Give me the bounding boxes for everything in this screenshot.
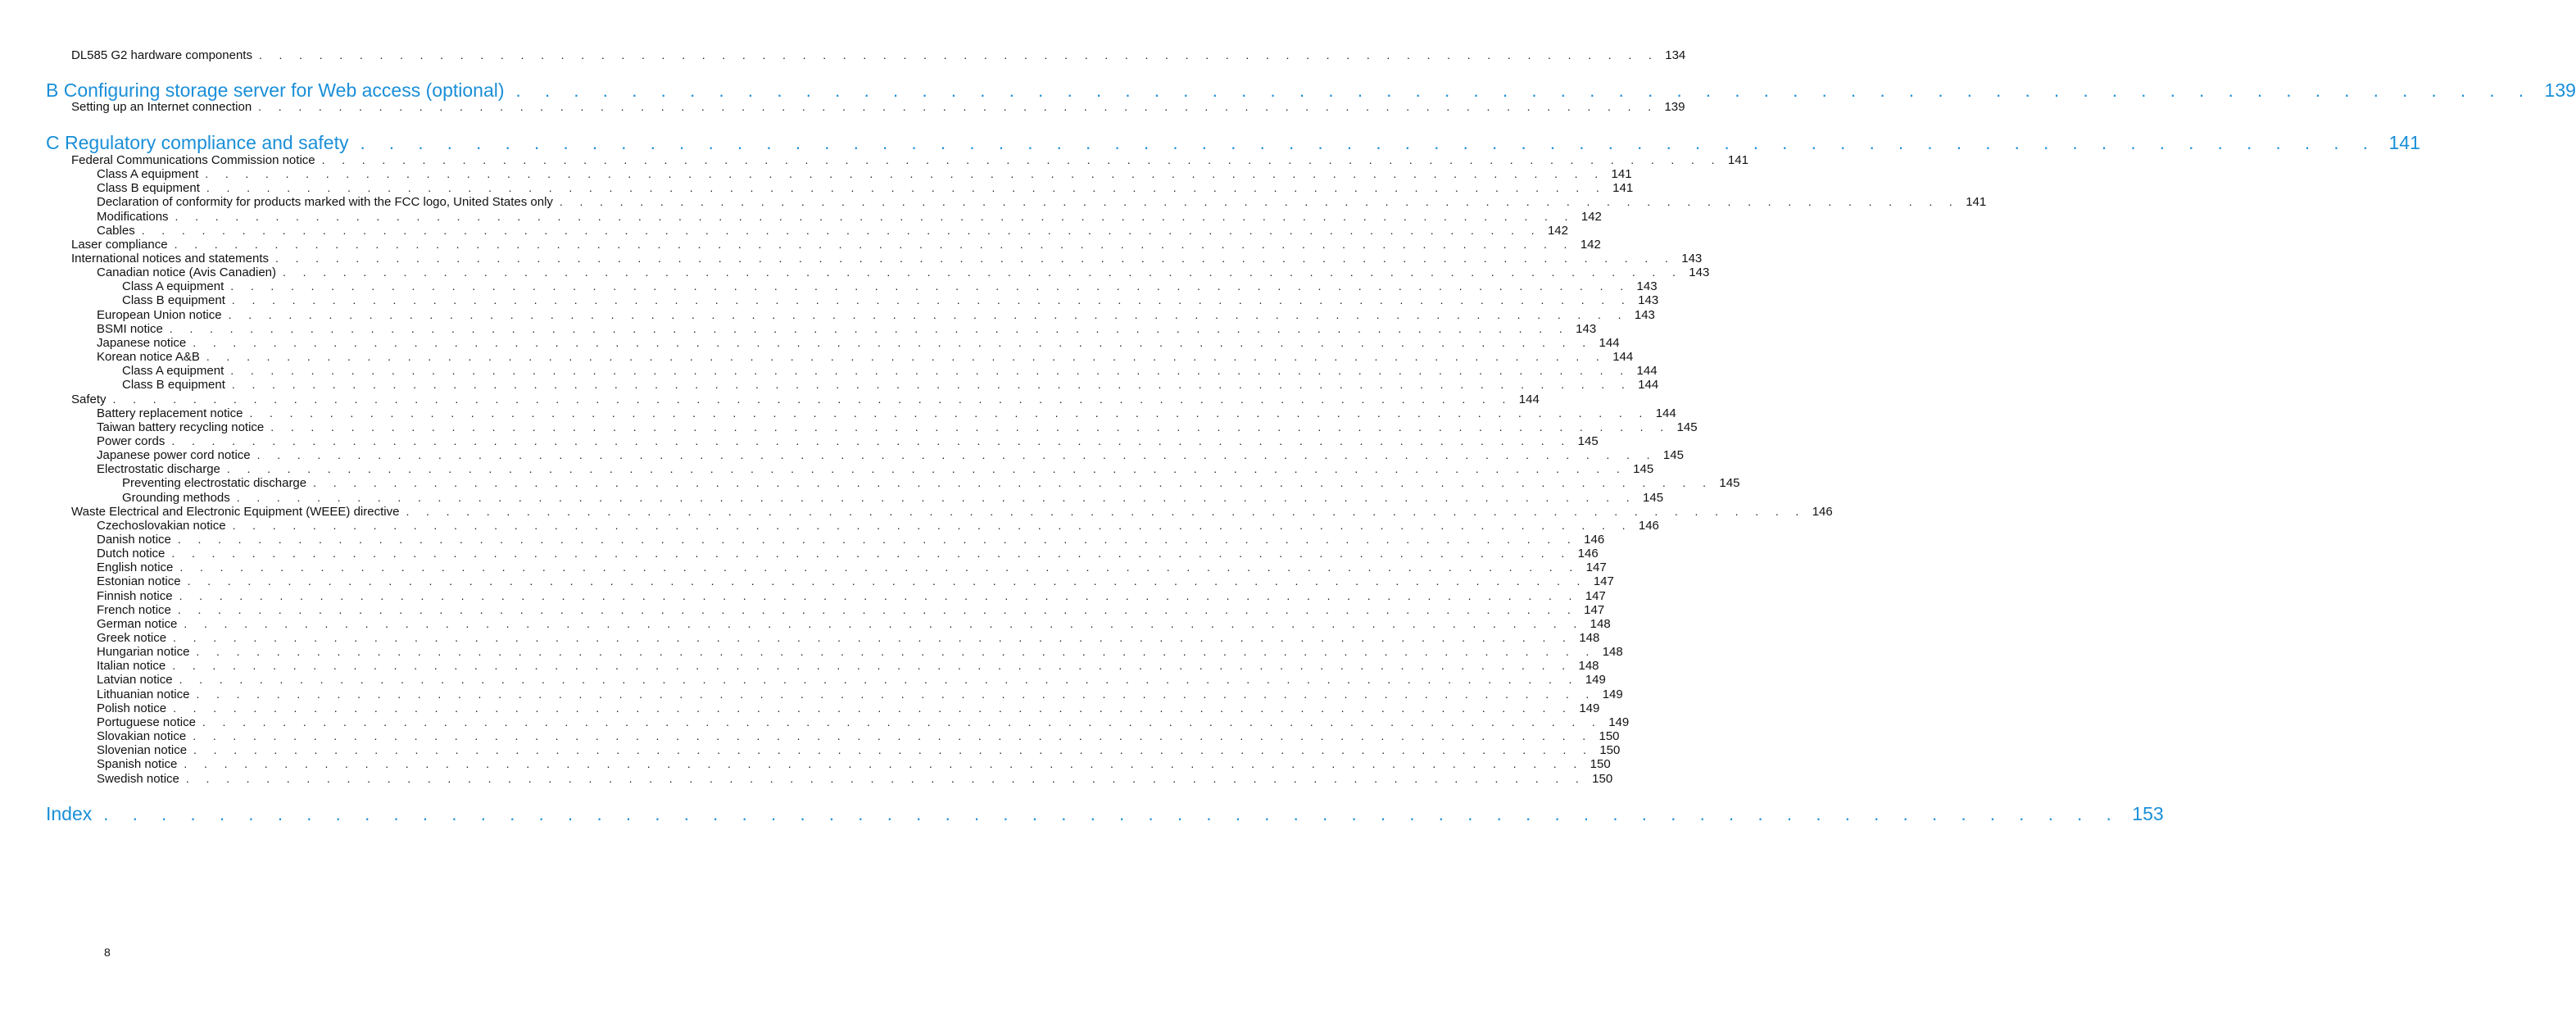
dot-leader: . . . . . . . . . . . . . . . . . . . . . . . . . . . . . . . . . . . . . . . . . . . . . . . . . . . . . . . . . . . . . . . . . . . . . . <box>179 560 1580 574</box>
dot-leader: . . . . . . . . . . . . . . . . . . . . . . . . . . . . . . . . . . . . . . . . . . . . . . . . . . . . . . . . . . . . . . . . . . . . . . <box>179 589 1579 602</box>
toc-entry-title: Class A equipment <box>122 364 224 378</box>
toc-entry-page: 150 <box>1599 729 1620 743</box>
toc-entry[interactable] <box>97 743 1621 757</box>
toc-entry-title: Class A equipment <box>97 167 199 181</box>
toc-entry-page: 141 <box>1611 167 1632 181</box>
toc-entry-page: 145 <box>1577 434 1599 448</box>
dot-leader: . . . . . . . . . . . . . . . . . . . . . . . . . . . . . . . . . . . . . . . . . . . . . . . . . . . . . . . . . . . . . . . . . . . . . . <box>206 350 1607 363</box>
dot-leader: . . . . . . . . . . . . . . . . . . . . . . . . . . . . . . . . . . . . . . . . . . . . . . . . . . . . . . . . . . . . . . . . . . . . . . <box>205 167 1605 180</box>
dot-leader: . . . . . . . . . . . . . . . . . . . . . . . . . . . . . . . . . . . . . . . . . . . . . . . . . . . . . . . . . . . . . . . . . . . . . . <box>249 406 1649 420</box>
toc-entry[interactable] <box>71 505 1833 519</box>
toc-entry-title: International notices and statements <box>71 252 269 265</box>
toc-entry-page: 147 <box>1585 560 1607 574</box>
dot-leader: . . . . . . . . . . . . . . . . . . . . . . . . . . . . . . . . . . . . . . . . . . . . . . . . . . . . . . . . . . . . . . . . . . . . . . <box>112 393 1512 406</box>
toc-entry-page: 146 <box>1638 519 1659 533</box>
toc-entry-page: 149 <box>1579 701 1600 715</box>
toc-entry-page: 143 <box>1638 293 1659 307</box>
toc-entry[interactable] <box>97 673 1606 687</box>
toc-entry-page: 134 <box>1665 48 1686 62</box>
toc-entry[interactable] <box>122 279 1658 293</box>
toc-entry-page: 144 <box>1636 364 1658 378</box>
dot-leader: . . . . . . . . . . . . . . . . . . . . . . . . . . . . . . . . . . . . . . . . . . . . . . . . . . . . . . . . . . . . . . . . . . . . . . <box>169 322 1570 335</box>
toc-entry[interactable] <box>71 393 1540 406</box>
toc-entry-title: Setting up an Internet connection <box>71 100 252 114</box>
toc-entry[interactable] <box>97 224 1568 238</box>
toc-entry-title: Greek notice <box>97 631 167 645</box>
toc-entry[interactable] <box>71 100 1685 114</box>
toc-entry-title: Waste Electrical and Electronic Equipment (WEEE) directive <box>71 505 400 519</box>
toc-entry-title: C Regulatory compliance and safety <box>46 132 349 153</box>
toc-entry-page: 144 <box>1518 393 1540 406</box>
toc-entry-page: 148 <box>1602 645 1623 659</box>
toc-entry-page: 150 <box>1599 743 1621 757</box>
toc-entry-title: Power cords <box>97 434 166 448</box>
dot-leader: . . . . . . . . . . . . . . . . . . . . . . . . . . . . . . . . . . . . . . . . . . . . . . . . . . . . . . . . . . . . . . . . . . . . . . <box>185 772 1586 785</box>
toc-entry-page: 146 <box>1812 505 1833 519</box>
toc-entry-page: 145 <box>1643 491 1664 505</box>
toc-entry[interactable] <box>122 364 1658 378</box>
toc-entry[interactable] <box>97 406 1676 420</box>
toc-entry[interactable] <box>97 350 1634 364</box>
toc-entry[interactable] <box>97 210 1602 224</box>
toc-entry-title: Preventing electrostatic discharge <box>122 476 307 490</box>
toc-entry[interactable] <box>97 420 1698 434</box>
dot-leader: . . . . . . . . . . . . . . . . . . . . . . . . . . . . . . . . . . . . . . . . . . . . . . . . . . . . . . . . . . . . . . . . . . . . . . <box>175 210 1575 223</box>
toc-entry-title: Slovakian notice <box>97 729 187 743</box>
dot-leader: . . . . . . . . . . . . . . . . . . . . . . . . . . . . . . . . . . . . . . . . . . . . . . . . . . . . . . . . . . . . . . . . . . . . . . <box>177 603 1578 616</box>
toc-entry[interactable] <box>97 631 1600 645</box>
toc-entry-page: 139 <box>2544 79 2576 101</box>
toc-entry-title: Class B equipment <box>122 378 225 392</box>
toc-entry-title: Canadian notice (Avis Canadien) <box>97 265 277 279</box>
dot-leader: . . . . . . . . . . . . . . . . . . . . . . . . . . . . . . . . . . . . . . . . . . . . . . . . . . . . . . . . . . . . . . . . . . . . . . <box>173 631 1573 644</box>
dot-leader: . . . . . . . . . . . . . . . . . . . . . . . . . . . . . . . . . . . . . . . . . . . . . . . . . . . . . . . . . . . . . . . . . . . . . . <box>258 48 1659 61</box>
dot-leader: . . . . . . . . . . . . . . . . . . . . . . . . . . . . . . . . . . . . . . . . . . . . . . . . . . . . . . . . . . . . . . . . . . . . . . <box>228 308 1628 321</box>
toc-entry-title: Slovenian notice <box>97 743 188 757</box>
toc-entry[interactable] <box>97 547 1599 560</box>
toc-entry[interactable] <box>122 293 1659 307</box>
toc-entry-page: 141 <box>2388 132 2420 153</box>
toc-entry-title: Italian notice <box>97 659 166 673</box>
toc-entry[interactable] <box>97 589 1606 603</box>
dot-leader: . . . . . . . . . . . . . . . . . . . . . . . . . . . . . . . . . . . . . . . . . . . . . . . . . . . . . . . . . . . . . . . . . . . . . . <box>184 617 1584 630</box>
dot-leader: . . . . . . . . . . . . . . . . . . . . . . . . . . . . . . . . . . . . . . . . . . . . . . . . . . . . . . . . . . . . . . . . . . . . . . <box>177 533 1578 546</box>
toc-entry-title: Hungarian notice <box>97 645 190 659</box>
toc-entry-page: 148 <box>1579 631 1600 645</box>
toc-entry[interactable] <box>71 48 1686 62</box>
toc-entry-page: 144 <box>1599 336 1620 350</box>
toc-entry-page: 143 <box>1576 322 1597 336</box>
toc-entry-title: DL585 G2 hardware components <box>71 48 252 62</box>
dot-leader: . . . . . . . . . . . . . . . . . . . . . . . . . . . . . . . . . . . . . . . . . . . . . . . . . . . . . . . . . . . . . . . . . . . . . . <box>196 688 1596 701</box>
toc-entry-title: BSMI notice <box>97 322 163 336</box>
toc-entry-page: 148 <box>1590 617 1611 631</box>
toc-entry-title: Czechoslovakian notice <box>97 519 226 533</box>
dot-leader: . . . . . . . . . . . . . . . . . . . . . . . . . . . . . . . . . . . . . . . . . . . . . . . . . . . . . . . . . . . . . . . . . . . . . . <box>174 238 1574 251</box>
dot-leader: . . . . . . . . . . . . . . . . . . . . . . . . . . . . . . . . . . . . . . . . . . . . . . . . . . . . . . . . . . . . . . . . . . . . . . <box>231 293 1632 306</box>
toc-entry-page: 141 <box>1727 153 1748 167</box>
dot-leader: . . . . . . . . . . . . . . . . . . . . . . . . . . . . . . . . . . . . . . . . . . . . . . . . . . . . . . . . . . . . . . . . . . . . . . <box>184 757 1584 770</box>
page-number: 8 <box>104 946 111 959</box>
toc-entry-page: 143 <box>1681 252 1703 265</box>
toc-entry[interactable] <box>97 336 1620 350</box>
toc-entry-page: 144 <box>1655 406 1676 420</box>
toc-entry-page: 145 <box>1633 462 1654 476</box>
dot-leader: . . . . . . . . . . . . . . . . . . . . . . . . . . . . . . . . . . . . . . . . . . . . . . . . . . . . . . . . . . . . . . . . . . . . . . <box>171 434 1571 447</box>
toc-entry-page: 142 <box>1580 238 1601 252</box>
toc-entry-title: Class B equipment <box>97 181 200 195</box>
toc-entry-title: Class B equipment <box>122 293 225 307</box>
toc-entry-title: Modifications <box>97 210 169 224</box>
toc-entry-page: 141 <box>1612 181 1634 195</box>
dot-leader: . . . . . . . . . . . . . . . . . . . . . . . . . . . . . . . . . . . . . . . . . . . . . . . . . . . . . . . . . . . . . . . . . . . . . . <box>274 252 1676 265</box>
dot-leader: . . . . . . . . . . . . . . . . . . . . . . . . . . . . . . . . . . . . . . . . . . . . . . . . . . . . . . . . . . . . . . . . . . . . . . <box>231 378 1632 391</box>
toc-entry-page: 142 <box>1547 224 1568 238</box>
toc-entry-page: 143 <box>1689 265 1710 279</box>
dot-leader: . . . . . . . . . . . . . . . . . . . . . . . . . . . . . . . . . . . . . . . . . . . . . . . . . . . . . . . . . . . . . . . . . . . . . . <box>141 224 1541 237</box>
dot-leader: . . . . . . . . . . . . . . . . . . . . . . . . . . . . . . . . . . . . . . . . . . . . . . . . . . . . . . . . . . . . . . . . . . . . . . <box>559 195 1960 208</box>
toc-entry[interactable] <box>122 491 1664 505</box>
toc-entry-page: 147 <box>1593 574 1614 588</box>
dot-leader: . . . . . . . . . . . . . . . . . . . . . . . . . . . . . . . . . . . . . . . . . . . . . . . . . . . . . . . . . . . . . . . . . . . . . . <box>321 153 1721 166</box>
toc-entry-title: Taiwan battery recycling notice <box>97 420 265 434</box>
toc-entry-page: 143 <box>1634 308 1655 322</box>
toc-entry-title: Estonian notice <box>97 574 181 588</box>
toc-entry[interactable] <box>71 252 1703 265</box>
dot-leader: . . . . . . . . . . . . . . . . . . . . . . . . . . . . . . . . . . . . . . . . . . . . . . . . . . . . . . . . . . . . . . . . . . . . . . <box>256 448 1657 461</box>
dot-leader: . . . . . . . . . . . . . . . . . . . . . . . . . . . . . . . . . . . . . . . . . . . . . . . . . . . . . . . . . . . . . . . . . . . . . . <box>230 279 1630 293</box>
toc-entry-title: Safety <box>71 393 107 406</box>
toc-entry-title: Portuguese notice <box>97 715 196 729</box>
toc-entry-title: B Configuring storage server for Web access (optional) <box>46 79 505 101</box>
toc-entry-title: European Union notice <box>97 308 222 322</box>
dot-leader: . . . . . . . . . . . . . . . . . . . . . . . . . . . . . . . . . . . . . . . . . . . . . . . . . . . . . . . . . . . . . . . . . . . . . . <box>270 420 1671 433</box>
toc-entry[interactable] <box>97 715 1630 729</box>
toc-entry-title: Polish notice <box>97 701 167 715</box>
dot-leader: . . . . . . . . . . . . . . . . . . . . . . . . . . . . . . . . . . . . . . . . . . . . . . . . . . . . . . . . . . . . . . . . . . . . . . <box>193 336 1593 349</box>
dot-leader: . . . . . . . . . . . . . . . . . . . . . . . . . . . . . . . . . . . . . . . . . . . . . . . . . . . . . . . . . . . . . . . . . . . . . . <box>202 715 1603 728</box>
dot-leader: . . . . . . . . . . . . . . . . . . . . . . . . . . . . . . . . . . . . . . . . . . . . . . . . . . . . . . . . . . . . . . . . . . . . . . <box>206 181 1607 194</box>
toc-entry[interactable] <box>97 322 1597 336</box>
toc-entry-page: 144 <box>1638 378 1659 392</box>
toc-entry-page: 150 <box>1592 772 1613 786</box>
toc-entry[interactable] <box>97 519 1659 533</box>
dot-leader: . . . . . . . . . . . . . . . . . . . . . . . . . . . . . . . . . . . . . . . . . . . . . . . . . . . . . . . . . . . . . . . . . . . . . . <box>236 491 1637 504</box>
toc-entry-page: 153 <box>2132 803 2164 824</box>
toc-entry-page: 145 <box>1676 420 1698 434</box>
dot-leader: . . . . . . . . . . . . . . . . . . . . . . . . . . . . . . . . . . . . . . . . . . . . . . . . . . . . . . . . . . . . . . . . . . . . . . <box>171 547 1571 560</box>
toc-entry-title: Grounding methods <box>122 491 230 505</box>
dot-leader: . . . . . . . . . . . . . . . . . . . . . . . . . . . . . . . . . . . . . . . . . . . . . . . . . . . . . . . . . . . . . . . . . . . . . . <box>226 462 1627 475</box>
toc-entry-title: English notice <box>97 560 174 574</box>
toc-entry[interactable] <box>71 238 1601 252</box>
toc-entry-page: 139 <box>1664 100 1685 114</box>
toc-entry-title: Cables <box>97 224 135 238</box>
toc-entry-page: 149 <box>1602 688 1623 701</box>
toc-entry-title: Class A equipment <box>122 279 224 293</box>
toc-entry[interactable] <box>97 448 1684 462</box>
toc-entry-title: German notice <box>97 617 178 631</box>
toc-entry-page: 147 <box>1584 603 1605 617</box>
dot-leader: . . . . . . . . . . . . . . . . . . . . . . . . . . . . . . . . . . . . . . . . . . . . . . . . . . . . . . . . . . . . . . . . . . . . . . <box>193 743 1594 756</box>
toc-chapter-entry[interactable] <box>46 802 2164 825</box>
toc-entry-title: Japanese power cord notice <box>97 448 251 462</box>
dot-leader: . . . . . . . . . . . . . . . . . . . . . . . . . . . . . . . . . . . . . . . . . . . . . . . . . . . . . . . . . . . . . . . . . . . . . . <box>187 574 1587 588</box>
toc-entry-title: Japanese notice <box>97 336 187 350</box>
toc-entry[interactable] <box>97 560 1607 574</box>
dot-leader: . . . . . . . . . . . . . . . . . . . . . . . . . . . . . . . . . . . . . . . . . . . . . . . . . . . . . . . . . . . . . . . . . . . . . . <box>258 100 1658 113</box>
toc-entry-title: Spanish notice <box>97 757 178 771</box>
toc-entry[interactable] <box>97 688 1623 701</box>
toc-entry-page: 142 <box>1581 210 1602 224</box>
toc-entry[interactable] <box>97 617 1611 631</box>
toc-entry[interactable] <box>97 181 1634 195</box>
toc-chapter-entry[interactable] <box>46 131 2420 154</box>
toc-entry-title: Latvian notice <box>97 673 173 687</box>
toc-entry-title: Battery replacement notice <box>97 406 243 420</box>
dot-leader: . . . . . . . . . . . . . . . . . . . . . . . . . . . . . . . . . . . . . . . . . . . . . . . . . . . . . . . . . . . . . . . . . . . . . . <box>193 729 1593 742</box>
toc-entry-page: 143 <box>1636 279 1658 293</box>
toc-entry-title: Index <box>46 803 93 824</box>
toc-entry-title: Laser compliance <box>71 238 168 252</box>
dot-leader: . . . . . . . . . . . . . . . . . . . . . . . . . . . . . . . . . . . . . . . . . . . . . . . . . . . . . . . . . . . . . . . . . . . . . . <box>196 645 1596 658</box>
toc-entry[interactable] <box>97 265 1710 279</box>
toc-entry-title: French notice <box>97 603 171 617</box>
toc-entry[interactable] <box>71 153 1748 167</box>
toc-chapter-entry[interactable] <box>46 79 2576 102</box>
toc-entry[interactable] <box>97 729 1620 743</box>
toc-entry-page: 144 <box>1612 350 1634 364</box>
toc-entry[interactable] <box>97 462 1654 476</box>
toc-entry-title: Federal Communications Commission notice <box>71 153 315 167</box>
toc-entry[interactable] <box>97 603 1605 617</box>
toc-entry-title: Declaration of conformity for products marked with the FCC logo, United States only <box>97 195 553 209</box>
toc-entry-page: 147 <box>1585 589 1606 603</box>
toc-entry-title: Danish notice <box>97 533 171 547</box>
toc-entry-page: 149 <box>1608 715 1630 729</box>
toc-entry-title: Dutch notice <box>97 547 166 560</box>
dot-leader: . . . . . . . . . . . . . . . . . . . . . . . . . . . . . . . . . . . . . . . . . . . . . . . . . . . . . . . . . . . . . . . . . . . . . . <box>515 80 2533 101</box>
toc-entry[interactable] <box>97 645 1623 659</box>
toc-entry[interactable] <box>97 701 1600 715</box>
toc-entry[interactable] <box>97 574 1614 588</box>
toc-entry-title: Korean notice A&B <box>97 350 200 364</box>
dot-leader: . . . . . . . . . . . . . . . . . . . . . . . . . . . . . . . . . . . . . . . . . . . . . . . . . . . . . . . . . . . . . . . . . . . . . . <box>406 505 1806 518</box>
toc-entry-page: 145 <box>1719 476 1740 490</box>
toc-entry-page: 146 <box>1577 547 1599 560</box>
dot-leader: . . . . . . . . . . . . . . . . . . . . . . . . . . . . . . . . . . . . . . . . . . . . . . . . . . . . . . . . . . . . . . . . . . . . . . <box>230 364 1630 377</box>
toc-entry-page: 146 <box>1584 533 1605 547</box>
toc-entry[interactable] <box>97 434 1599 448</box>
toc-entry-page: 148 <box>1578 659 1599 673</box>
toc-entry[interactable] <box>97 757 1611 771</box>
dot-leader: . . . . . . . . . . . . . . . . . . . . . . . . . . . . . . . . . . . . . . . . . . . . . . . . . . . . . . . . . . . . . . . . . . . . . . <box>173 701 1573 715</box>
toc-entry-page: 150 <box>1590 757 1611 771</box>
dot-leader: . . . . . . . . . . . . . . . . . . . . . . . . . . . . . . . . . . . . . . . . . . . . . . . . . . . . . . . . . . . . . . . . . . . . . . <box>360 133 2378 153</box>
toc-entry-title: Lithuanian notice <box>97 688 190 701</box>
toc-entry-page: 149 <box>1585 673 1606 687</box>
toc-entry-title: Swedish notice <box>97 772 179 786</box>
toc-entry[interactable] <box>97 659 1599 673</box>
toc-entry[interactable] <box>97 308 1655 322</box>
toc-entry[interactable] <box>97 533 1605 547</box>
dot-leader: . . . . . . . . . . . . . . . . . . . . . . . . . . . . . . . . . . . . . . . . . . . . . . . . . . . . . . . . . . . . . . . . . . . . . . <box>283 265 1683 279</box>
dot-leader: . . . . . . . . . . . . . . . . . . . . . . . . . . . . . . . . . . . . . . . . . . . . . . . . . . . . . . . . . . . . . . . . . . . . . . <box>232 519 1632 532</box>
toc-entry-page: 145 <box>1662 448 1684 462</box>
toc-entry-page: 141 <box>1966 195 1987 209</box>
dot-leader: . . . . . . . . . . . . . . . . . . . . . . . . . . . . . . . . . . . . . . . . . . . . . . . . . . . . . . . . . . . . . . . . . . . . . . <box>313 476 1713 489</box>
toc-entry[interactable] <box>97 167 1632 181</box>
dot-leader: . . . . . . . . . . . . . . . . . . . . . . . . . . . . . . . . . . . . . . . . . . . . . . . . . . . . . . . . . . . . . . . . . . . . . . <box>172 659 1572 672</box>
toc-entry[interactable] <box>97 195 1987 209</box>
dot-leader: . . . . . . . . . . . . . . . . . . . . . . . . . . . . . . . . . . . . . . . . . . . . . . . . . . . . . . . . . . . . . . . . . . . . . . <box>103 804 2121 824</box>
dot-leader: . . . . . . . . . . . . . . . . . . . . . . . . . . . . . . . . . . . . . . . . . . . . . . . . . . . . . . . . . . . . . . . . . . . . . . <box>179 673 1579 686</box>
toc-entry-title: Electrostatic discharge <box>97 462 220 476</box>
toc-entry[interactable] <box>97 772 1613 786</box>
toc-entry[interactable] <box>122 378 1659 392</box>
toc-entry-title: Finnish notice <box>97 589 173 603</box>
toc-entry[interactable] <box>122 476 1740 490</box>
